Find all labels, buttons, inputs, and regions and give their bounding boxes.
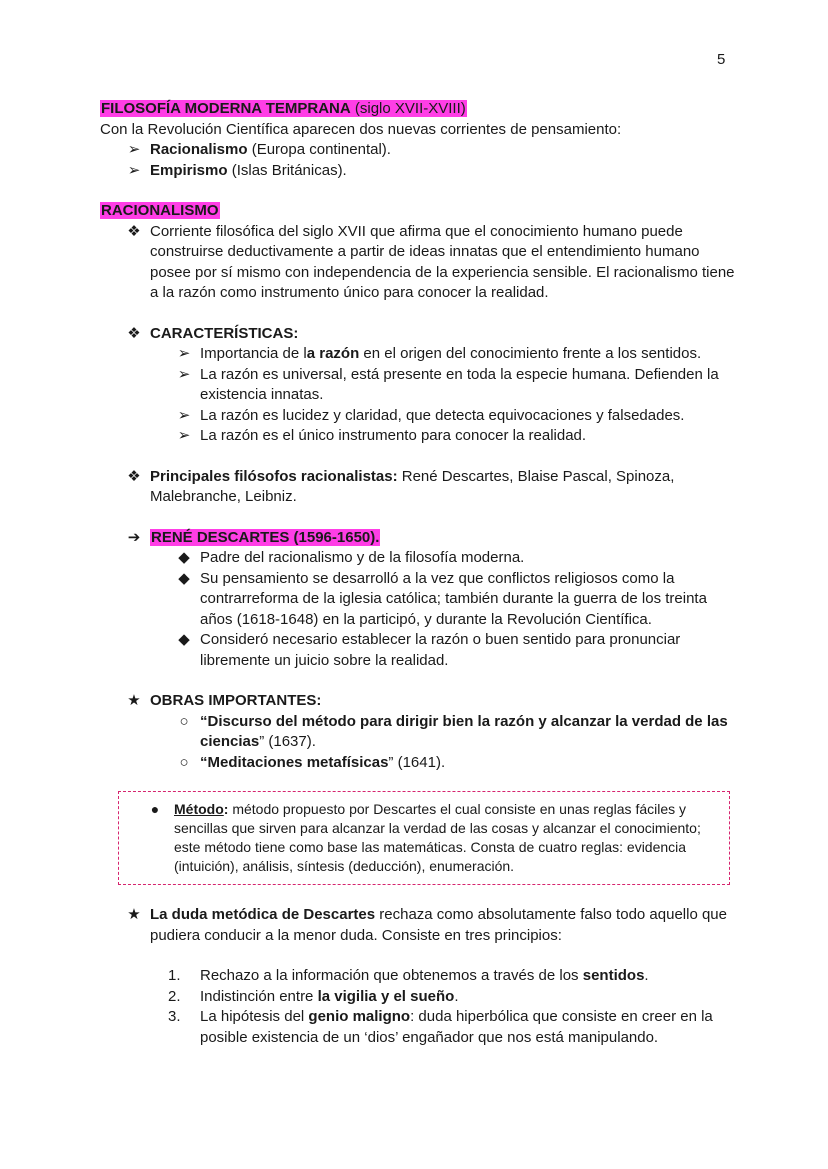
racionalismo-heading: RACIONALISMO [101,202,219,219]
list-item: ◆ Padre del racionalismo y de la filosofía moderna. [100,548,740,569]
metodo-item: ● Método: método propuesto por Descartes el cual consiste en unas reglas fáciles y sencillas que sirven para alcanzar la verdad de las cosas y alcanzar el conocimiento; este método tiene como base las matemáticas. Consta de cuatro reglas: evidencia (intuición), análisis, síntesis (deducción), enumeración. [119,800,729,876]
list-item: ◆ Su pensamiento se desarrolló a la vez que conflictos religiosos como la contrarreforma de la iglesia católica; también durante la guerra de los treinta años (1618-1648) en la participó, y durante la Revolución Científica. [100,569,740,631]
filled-diamond-icon: ◆ [178,569,190,587]
filosofos-item: ❖ Principales filósofos racionalistas: René Descartes, Blaise Pascal, Spinoza, Malebranche, Leibniz. [100,467,740,508]
intro-text: Con la Revolución Científica aparecen dos nuevas corrientes de pensamiento: [100,120,622,138]
arrowhead-icon: ➢ [177,427,191,444]
arrowhead-icon: ➢ [177,345,191,362]
circle-icon: ○ [179,753,189,771]
metodo-box [118,791,730,885]
list-item: ➢ La razón es lucidez y claridad, que detecta equivocaciones y falsedades. [100,406,740,427]
list-item: ➢ Importancia de la razón en el origen del conocimiento frente a los sentidos. [100,344,740,365]
list-item: ➢ Empirismo (Islas Británicas). [100,161,740,182]
list-item: ➢ La razón es universal, está presente en toda la especie humana. Defienden la existencia innatas. [100,365,740,406]
obras-heading: ★ OBRAS IMPORTANTES: [100,691,740,712]
circle-icon: ○ [179,712,189,730]
diamond-star-icon: ❖ [127,222,141,240]
highlighted-title: FILOSOFÍA MODERNA TEMPRANA (siglo XVII-XVIII) [101,100,466,117]
numbered-item: 3. La hipótesis del genio maligno: duda hiperbólica que consiste en creer en la posible existencia de un ‘dios’ engañador que nos está manipulando. [168,1008,713,1046]
document-body [100,99,740,1048]
definition-item: ❖ Corriente filosófica del siglo XVII que afirma que el conocimiento humano puede construirse deductivamente a partir de ideas innatas que el entendimiento humano posee por sí mismo con independencia de la experiencia sensible. El racionalismo tiene a la razón como instrumento único para conocer la realidad. [100,222,740,304]
right-arrow-icon: ➔ [127,528,141,546]
arrowhead-icon: ➢ [127,161,141,179]
descartes-heading: ➔ RENÉ DESCARTES (1596-1650). [100,528,740,549]
diamond-star-icon: ❖ [127,467,141,485]
filled-diamond-icon: ◆ [178,549,190,566]
duda-item: ★ La duda metódica de Descartes rechaza como absolutamente falso todo aquello que pudiera conducir a la menor duda. Consiste en tres principios: [100,905,740,946]
list-item: ○ “Meditaciones metafísicas” (1641). [100,753,740,774]
section-title [100,99,740,120]
list-item: ◆ Consideró necesario establecer la razón o buen sentido para pronunciar libremente un juicio sobre la realidad. [100,630,740,671]
numbered-item: 1. Rechazo a la información que obtenemos a través de los sentidos. [168,967,649,984]
arrowhead-icon: ➢ [177,406,191,424]
arrowhead-icon: ➢ [177,365,191,383]
list-item: ➢ Racionalismo (Europa continental). [100,140,740,161]
diamond-star-icon: ❖ [127,324,141,342]
list-item: ○ “Discurso del método para dirigir bien la razón y alcanzar la verdad de las ciencias” (1637). [100,712,740,753]
bullet-dot-icon: ● [150,801,160,817]
star-icon: ★ [127,906,141,923]
caracteristicas-heading: ❖ CARACTERÍSTICAS: [100,324,740,345]
arrowhead-icon: ➢ [127,141,141,158]
list-item: ➢ La razón es el único instrumento para conocer la realidad. [100,426,740,447]
numbered-item: 2. Indistinción entre la vigilia y el sueño. [168,987,459,1005]
star-icon: ★ [127,692,141,709]
page-number: 5 [717,51,726,68]
filled-diamond-icon: ◆ [178,631,190,648]
